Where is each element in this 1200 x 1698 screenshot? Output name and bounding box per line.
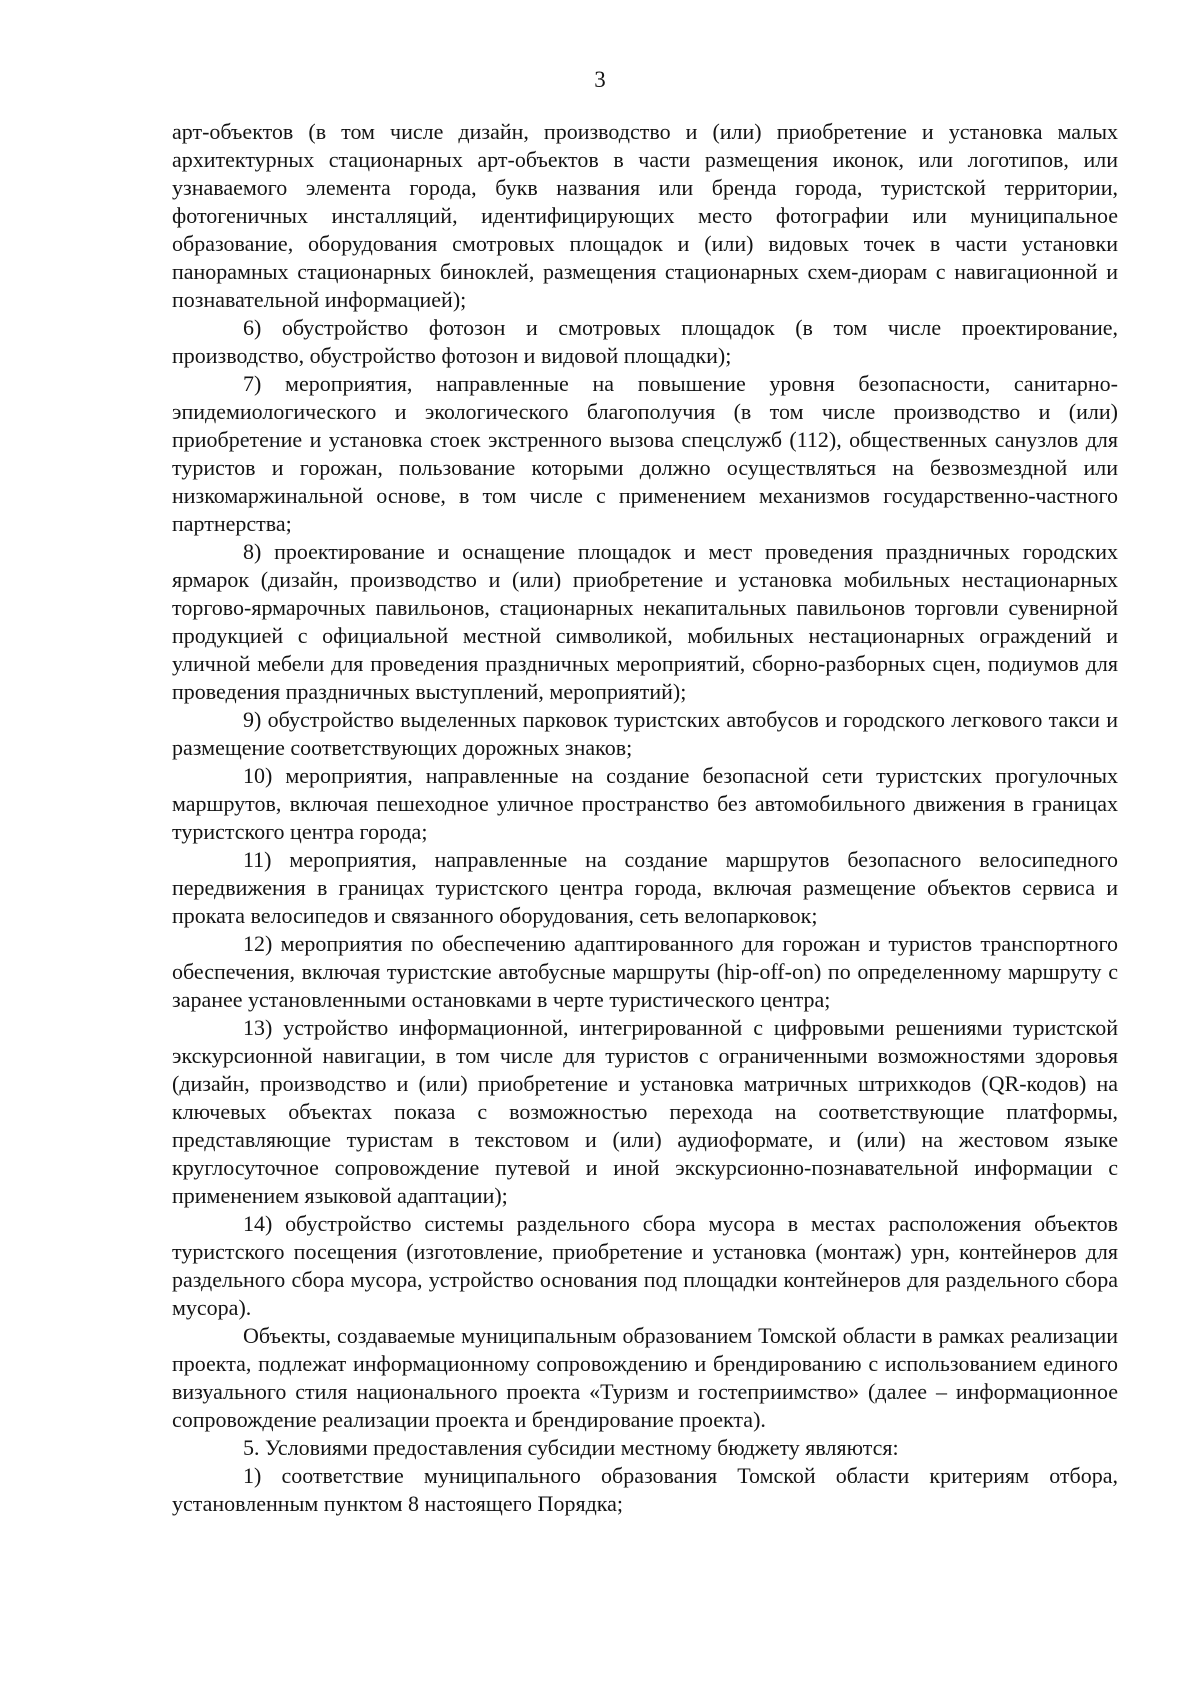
paragraph-section-5-item-1: 1) соответствие муниципального образования Томской области критериям отбора, установленным пунктом 8 настоящего Порядка; [172,1463,1118,1516]
page-number: 3 [594,67,606,92]
document-body [172,118,1118,1518]
paragraph-item-9: 9) обустройство выделенных парковок туристских автобусов и городского легкового такси и размещение соответствующих дорожных знаков; [172,707,1118,760]
paragraph-item-13: 13) устройство информационной, интегрированной с цифровыми решениями туристской экскурсионной навигации, в том числе для туристов с ограниченными возможностями здоровья (дизайн, производство и (или) приобретение и установка матричных штрихкодов (QR-кодов) на ключевых объектах показа с возможностью перехода на соответствующие платформы, представляющие туристам в текстовом и (или) аудиоформате, и (или) на жестовом языке круглосуточное сопровождение путевой и иной экскурсионно-познавательной информации с применением языковой адаптации); [172,1015,1118,1208]
paragraph-item-10: 10) мероприятия, направленные на создание безопасной сети туристских прогулочных маршрутов, включая пешеходное уличное пространство без автомобильного движения в границах туристского центра города; [172,763,1118,844]
paragraph-item-11: 11) мероприятия, направленные на создание маршрутов безопасного велосипедного передвижения в границах туристского центра города, включая размещение объектов сервиса и проката велосипедов и связанного оборудования, сеть велопарковок; [172,847,1118,928]
paragraph-art-objects-continuation: арт-объектов (в том числе дизайн, производство и (или) приобретение и установка малых архитектурных стационарных арт-объектов в части размещения иконок, или логотипов, или узнаваемого элемента города, букв названия или бренда города, туристской территории, фотогеничных инсталляций, идентифицирующих место фотографии или муниципальное образование, оборудования смотровых площадок и (или) видовых точек в части установки панорамных стационарных биноклей, размещения стационарных схем-диорам с навигационной и познавательной информацией); [172,119,1118,312]
paragraph-item-12: 12) мероприятия по обеспечению адаптированного для горожан и туристов транспортного обеспечения, включая туристские автобусные маршруты (hip-off-on) по определенному маршруту с заранее установленными остановками в черте туристического центра; [172,931,1118,1012]
paragraph-item-6: 6) обустройство фотозон и смотровых площадок (в том числе проектирование, производство, обустройство фотозон и видовой площадки); [172,315,1118,368]
paragraph-item-14: 14) обустройство системы раздельного сбора мусора в местах расположения объектов туристского посещения (изготовление, приобретение и установка (монтаж) урн, контейнеров для раздельного сбора мусора, устройство основания под площадки контейнеров для раздельного сбора мусора). [172,1211,1118,1320]
paragraph-item-7: 7) мероприятия, направленные на повышение уровня безопасности, санитарно-эпидемиологического и экологического благополучия (в том числе производство и (или) приобретение и установка стоек экстренного вызова спецслужб (112), общественных санузлов для туристов и горожан, пользование которыми должно осуществляться на безвозмездной или низкомаржинальной основе, в том числе с применением механизмов государственно-частного партнерства; [172,371,1118,536]
paragraph-section-5-heading: 5. Условиями предоставления субсидии местному бюджету являются: [243,1435,899,1460]
paragraph-item-8: 8) проектирование и оснащение площадок и мест проведения праздничных городских ярмарок (дизайн, производство и (или) приобретение и установка мобильных нестационарных торгово-ярмарочных павильонов, стационарных некапитальных павильонов торговли сувенирной продукцией с официальной местной символикой, мобильных нестационарных ограждений и уличной мебели для проведения праздничных мероприятий, сборно-разборных сцен, подиумов для проведения праздничных выступлений, мероприятий); [172,539,1118,704]
paragraph-branding: Объекты, создаваемые муниципальным образованием Томской области в рамках реализации проекта, подлежат информационному сопровождению и брендированию с использованием единого визуального стиля национального проекта «Туризм и гостеприимство» (далее – информационное сопровождение реализации проекта и брендирование проекта). [172,1323,1118,1432]
